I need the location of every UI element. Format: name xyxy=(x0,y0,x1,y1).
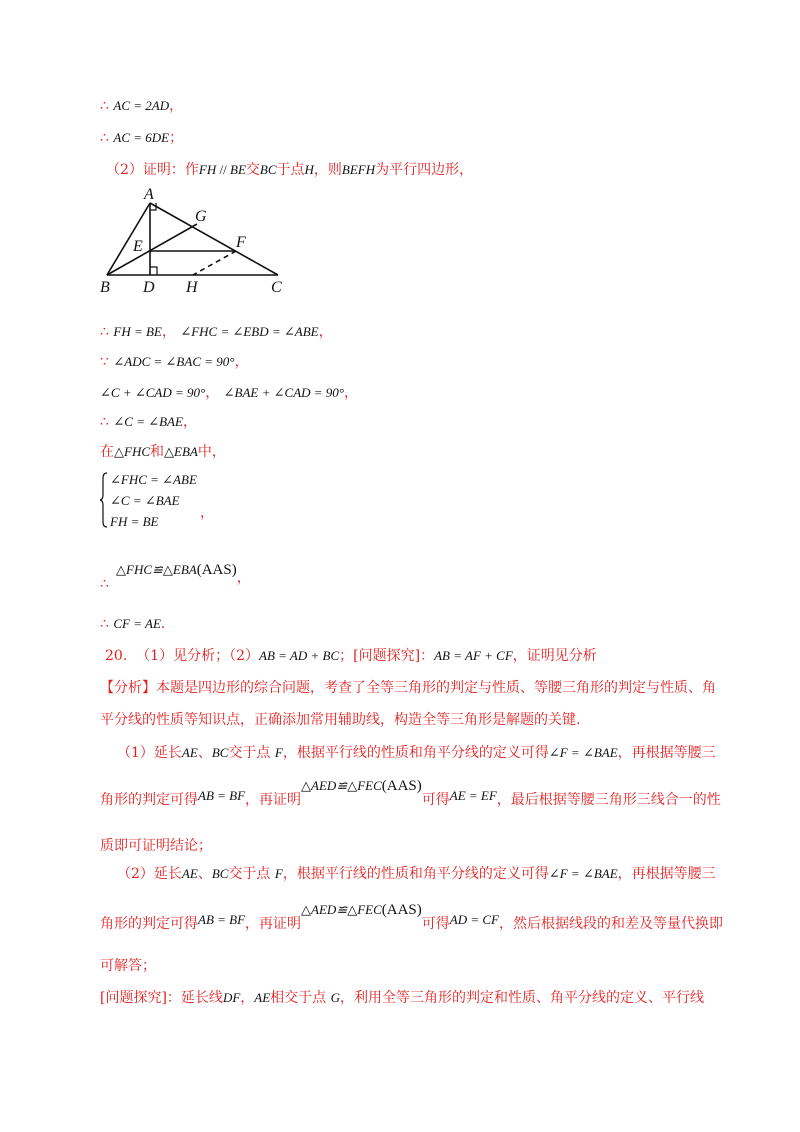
system-row-2 xyxy=(110,491,180,511)
math-expr: △AED≌△FEC xyxy=(301,778,382,793)
text-segment: 交于点 xyxy=(228,745,275,761)
math-expr: ∠ADC = ∠BAC = 90° xyxy=(113,354,235,369)
text-segment: 于点 xyxy=(276,162,305,178)
math-expr: H xyxy=(304,162,314,177)
math-expr: FH = BE xyxy=(113,324,162,339)
math-expr: ∠F = ∠BAE xyxy=(548,866,618,881)
text-segment: （1）延长 xyxy=(117,745,182,761)
math-expr: ∠FHC = ∠ABE xyxy=(110,472,197,487)
text-segment: 、 xyxy=(197,745,212,761)
label-F: F xyxy=(236,234,246,251)
math-expr: CF = AE xyxy=(113,616,161,631)
text-segment: 角形的判定可得 xyxy=(100,792,198,808)
text-segment: 交于点 xyxy=(228,866,275,882)
punct: ， xyxy=(200,505,214,521)
line-9 xyxy=(100,562,251,588)
math-expr: DF xyxy=(222,990,241,1005)
text-segment: ，根据平行线的性质和角平分线的定义可得 xyxy=(282,866,549,882)
analysis-label: 【分析】 xyxy=(100,680,156,696)
text-segment: ，根据平行线的性质和角平分线的定义可得 xyxy=(282,745,549,761)
line-1 xyxy=(100,96,183,116)
text-segment: ，再证明 xyxy=(245,792,302,808)
text-segment: 交 xyxy=(245,162,260,178)
line-7 xyxy=(100,412,197,432)
label-D: D xyxy=(143,279,155,296)
math-expr: AE xyxy=(254,990,271,1005)
text-segment: 、 xyxy=(197,866,212,882)
analysis-line-2 xyxy=(100,710,580,730)
text-segment: ，再根据等腰三 xyxy=(617,745,716,761)
text-segment: 为平行四边形， xyxy=(375,162,474,178)
line-11 xyxy=(105,646,597,666)
text-segment: （2）延长 xyxy=(117,866,182,882)
math-expr: // xyxy=(216,162,230,177)
line-5 xyxy=(100,352,248,372)
label-B: B xyxy=(100,279,110,296)
math-expr: (AAS) xyxy=(196,562,237,578)
math-expr: BE xyxy=(230,162,246,177)
math-expr: AC = 6DE xyxy=(113,130,170,145)
math-expr: BC xyxy=(211,745,229,760)
question-number: 20. xyxy=(105,648,128,664)
text-segment: （1）见分析；（2） xyxy=(136,648,259,664)
therefore-symbol: ∴ xyxy=(100,324,109,340)
part2-line-2 xyxy=(100,902,723,934)
punct: ， xyxy=(161,324,176,340)
math-expr: AC = 2AD xyxy=(113,98,170,113)
punct: ， xyxy=(236,570,251,586)
left-brace xyxy=(100,472,108,528)
therefore-symbol: ∴ xyxy=(100,576,109,592)
line-9-symbol xyxy=(100,574,109,594)
punct: ， xyxy=(344,385,359,401)
label-G: G xyxy=(195,208,207,225)
text-segment: 可得 xyxy=(421,792,450,808)
math-expr: ∠C = ∠BAE xyxy=(113,414,183,429)
text-segment: 本题是四边形的综合问题，考查了全等三角形的判定与性质、等腰三角形的判定与性质、角 xyxy=(156,680,716,696)
text-segment: ，利用全等三角形的判定和性质、角平分线的定义、平行线 xyxy=(340,990,705,1006)
math-expr: F xyxy=(274,745,283,760)
math-expr: △FHC≌△EBA xyxy=(116,562,197,577)
label-E: E xyxy=(133,238,143,255)
math-expr: F xyxy=(274,866,283,881)
punct: ， xyxy=(318,324,333,340)
math-expr: AB = AF + CF xyxy=(434,648,513,663)
text-segment: ，再根据等腰三 xyxy=(617,866,716,882)
segment-FH-dashed xyxy=(193,251,236,275)
math-expr: FH xyxy=(198,162,217,177)
therefore-symbol: ∴ xyxy=(100,414,109,430)
math-expr: BC xyxy=(211,866,229,881)
line-8 xyxy=(100,442,226,462)
text-segment: 中， xyxy=(197,444,226,460)
part1-line-1 xyxy=(117,743,716,763)
line-6 xyxy=(100,383,358,403)
math-expr: AB = BF xyxy=(198,912,246,927)
text-segment: （2）证明：作 xyxy=(106,162,199,178)
math-expr: ∠FHC = ∠EBD = ∠ABE xyxy=(180,324,319,339)
math-expr: AE xyxy=(181,866,198,881)
math-expr: AD = CF xyxy=(449,912,499,927)
line-10 xyxy=(100,614,175,634)
therefore-symbol: ∴ xyxy=(100,130,109,146)
text-segment: 角形的判定可得 xyxy=(100,916,198,932)
label-H: H xyxy=(186,279,198,296)
text-segment: ，证明见分析 xyxy=(512,648,597,664)
label-A: A xyxy=(144,186,154,203)
line-4 xyxy=(100,322,333,342)
text-segment: 质即可证明结论； xyxy=(100,838,212,854)
math-expr: △FHC xyxy=(114,444,150,459)
punct: ， xyxy=(169,98,184,114)
math-expr: AE xyxy=(181,745,198,760)
math-expr: △EBA xyxy=(164,444,198,459)
analysis-line-1 xyxy=(100,678,716,698)
right-angle-mark-D xyxy=(150,267,157,275)
math-expr: G xyxy=(330,990,341,1005)
text-segment: [问题探究]：延长线 xyxy=(100,990,223,1006)
system-row-1 xyxy=(110,470,197,490)
punct: ， xyxy=(234,354,249,370)
text-segment: 在 xyxy=(100,444,114,460)
math-expr: (AAS) xyxy=(381,778,422,794)
math-expr: ∠BAE + ∠CAD = 90° xyxy=(223,385,345,400)
therefore-symbol: ∴ xyxy=(100,616,109,632)
text-segment: 平分线的性质等知识点，正确添加常用辅助线，构造全等三角形是解题的关键. xyxy=(100,712,581,728)
math-expr: BC xyxy=(259,162,277,177)
text-segment: ；[问题探究]： xyxy=(339,648,435,664)
math-expr: △AED≌△FEC xyxy=(301,902,382,917)
because-symbol: ∵ xyxy=(100,354,109,370)
part2-line-1 xyxy=(117,864,716,884)
geometry-figure xyxy=(95,185,305,300)
label-C: C xyxy=(271,279,282,296)
segment-AB xyxy=(107,203,150,275)
math-expr: ∠F = ∠BAE xyxy=(548,745,618,760)
math-expr: ∠C = ∠BAE xyxy=(110,493,180,508)
system-row-3 xyxy=(110,512,158,532)
part2-line-3 xyxy=(100,956,156,976)
text-segment: 和 xyxy=(150,444,164,460)
math-expr: FH = BE xyxy=(110,514,159,529)
part1-line-3 xyxy=(100,836,212,856)
text-segment: ，再证明 xyxy=(245,916,302,932)
text-segment: ，然后根据线段的和差及等量代换即 xyxy=(498,916,723,932)
text-segment: ，最后根据等腰三角形三线合一的性 xyxy=(496,792,721,808)
text-segment: 可解答； xyxy=(100,958,156,974)
punct: ， xyxy=(205,385,220,401)
math-expr: BEFH xyxy=(341,162,376,177)
part1-line-2 xyxy=(100,778,721,810)
system-punct xyxy=(200,503,214,523)
math-expr: AB = AD + BC xyxy=(259,648,340,663)
text-segment: ， xyxy=(240,990,255,1006)
text-segment: 可得 xyxy=(421,916,450,932)
punct: ； xyxy=(169,130,184,146)
text-segment: 相交于点 xyxy=(270,990,331,1006)
line-2 xyxy=(100,128,183,148)
math-expr: ∠C + ∠CAD = 90° xyxy=(100,385,206,400)
part3-line-1 xyxy=(100,988,704,1008)
math-expr: AB = BF xyxy=(198,788,246,803)
therefore-symbol: ∴ xyxy=(100,98,109,114)
punct: ， xyxy=(182,414,197,430)
line-3 xyxy=(106,160,473,180)
punct: ． xyxy=(160,616,175,632)
math-expr: AE = EF xyxy=(449,788,497,803)
math-expr: (AAS) xyxy=(381,902,422,918)
text-segment: ，则 xyxy=(313,162,342,178)
